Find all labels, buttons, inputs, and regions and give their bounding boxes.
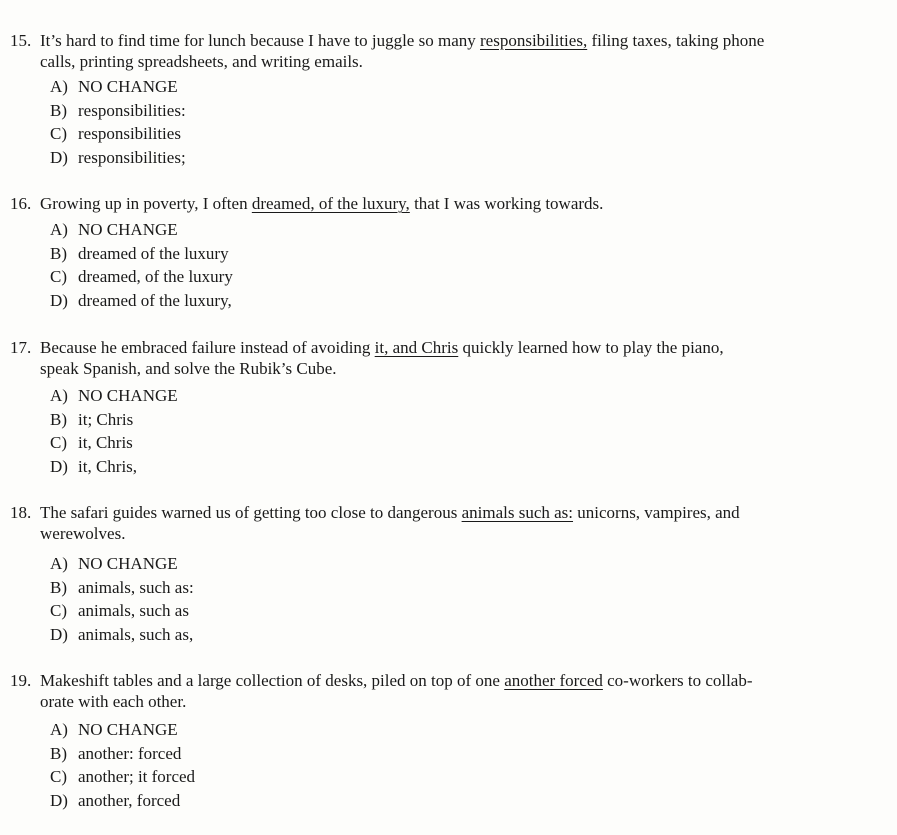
choice-a[interactable] <box>50 384 178 408</box>
answer-choices <box>50 552 194 646</box>
choice-b[interactable] <box>50 742 195 766</box>
stem-continuation: speak Spanish, and solve the Rubik’s Cube. <box>40 359 337 378</box>
stem-continuation: werewolves. <box>40 524 126 543</box>
choice-letter: C) <box>50 767 67 786</box>
question-stem <box>10 337 880 379</box>
stem-continuation: calls, printing spreadsheets, and writing emails. <box>40 52 363 71</box>
choice-c[interactable] <box>50 765 195 789</box>
choice-a[interactable] <box>50 218 233 242</box>
choice-b[interactable] <box>50 576 194 600</box>
choice-text: dreamed, of the luxury <box>78 267 233 286</box>
choice-letter: D) <box>50 290 68 310</box>
question-stem <box>10 670 880 712</box>
choice-text: dreamed of the luxury <box>78 243 229 263</box>
stem-text-after: that I was working towards. <box>409 194 604 213</box>
choice-c[interactable] <box>50 599 194 623</box>
stem-text-after: unicorns, vampires, and <box>573 503 740 522</box>
question-stem <box>10 30 880 72</box>
choice-text: NO CHANGE <box>78 386 178 405</box>
choice-letter: B) <box>50 409 67 429</box>
stem-text: Growing up in poverty, I often <box>40 194 252 213</box>
underlined-portion: it, and Chris <box>374 338 459 357</box>
stem-text-after: quickly learned how to play the piano, <box>458 338 724 357</box>
choice-text: it, Chris <box>78 433 133 452</box>
question-number: 18. <box>10 503 32 522</box>
underlined-portion: animals such as: <box>461 503 574 522</box>
stem-text: Because he embraced failure instead of avoiding <box>40 338 375 357</box>
stem-text-after: filing taxes, taking phone <box>587 31 765 50</box>
choice-a[interactable] <box>50 75 186 99</box>
choice-d[interactable] <box>50 789 195 813</box>
choice-letter: A) <box>50 554 68 573</box>
choice-c[interactable] <box>50 431 178 455</box>
question-stem <box>10 502 880 544</box>
choice-letter: C) <box>50 433 67 452</box>
choice-d[interactable] <box>50 289 233 313</box>
underlined-portion: another forced <box>504 671 603 690</box>
choice-letter: D) <box>50 147 68 167</box>
choice-text: responsibilities; <box>78 147 186 167</box>
choice-c[interactable] <box>50 265 233 289</box>
choice-text: it, Chris, <box>78 456 138 476</box>
choice-text: NO CHANGE <box>78 720 178 739</box>
choice-letter: B) <box>50 100 67 120</box>
choice-text: it; Chris <box>78 409 134 429</box>
choice-text: another: forced <box>78 743 182 763</box>
choice-letter: D) <box>50 790 68 810</box>
choice-text: responsibilities <box>78 124 181 143</box>
choice-letter: A) <box>50 220 68 239</box>
choice-a[interactable] <box>50 552 194 576</box>
underlined-portion: dreamed, of the luxury, <box>251 194 410 213</box>
choice-b[interactable] <box>50 99 186 123</box>
choice-d[interactable] <box>50 623 194 647</box>
question-number: 17. <box>10 338 32 357</box>
choice-letter: B) <box>50 577 67 597</box>
choice-letter: A) <box>50 720 68 739</box>
choice-text: responsibilities: <box>78 100 186 120</box>
stem-text: Makeshift tables and a large collection of desks, piled on top of one <box>40 671 505 690</box>
answer-choices <box>50 218 233 312</box>
choice-text: animals, such as <box>78 601 189 620</box>
question-number: 15. <box>10 31 32 50</box>
choice-c[interactable] <box>50 122 186 146</box>
answer-choices <box>50 75 186 169</box>
choice-letter: D) <box>50 624 68 644</box>
choice-letter: D) <box>50 456 68 476</box>
choice-d[interactable] <box>50 146 186 170</box>
choice-b[interactable] <box>50 242 233 266</box>
choice-letter: A) <box>50 386 68 405</box>
choice-letter: C) <box>50 601 67 620</box>
stem-text: The safari guides warned us of getting too close to dangerous <box>40 503 462 522</box>
choice-text: another; it forced <box>78 767 196 786</box>
choice-a[interactable] <box>50 718 195 742</box>
choice-b[interactable] <box>50 408 178 432</box>
question-stem <box>10 193 880 214</box>
choice-text: NO CHANGE <box>78 554 178 573</box>
underlined-portion: responsibilities, <box>480 31 588 50</box>
stem-text: It’s hard to find time for lunch because I have to juggle so many <box>40 31 480 50</box>
choice-d[interactable] <box>50 455 178 479</box>
choice-letter: A) <box>50 77 68 96</box>
choice-text: NO CHANGE <box>78 77 178 96</box>
choice-text: dreamed of the luxury, <box>78 290 232 310</box>
question-number: 16. <box>10 194 32 213</box>
answer-choices <box>50 718 195 812</box>
answer-choices <box>50 384 178 478</box>
choice-text: another, forced <box>78 790 181 810</box>
choice-letter: C) <box>50 124 67 143</box>
choice-text: NO CHANGE <box>78 220 178 239</box>
stem-continuation: orate with each other. <box>40 692 187 711</box>
choice-text: animals, such as, <box>78 624 194 644</box>
question-number: 19. <box>10 671 32 690</box>
choice-letter: B) <box>50 243 67 263</box>
choice-text: animals, such as: <box>78 577 194 597</box>
choice-letter: C) <box>50 267 67 286</box>
choice-letter: B) <box>50 743 67 763</box>
stem-text-after: co-workers to collab- <box>602 671 753 690</box>
